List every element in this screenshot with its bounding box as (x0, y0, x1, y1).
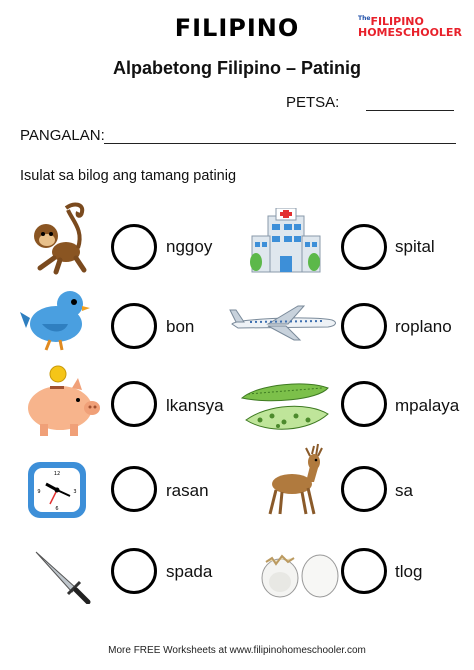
answer-circle[interactable] (111, 548, 157, 594)
deer-icon (262, 442, 332, 516)
instruction-text: Isulat sa bilog ang tamang patinig (20, 168, 237, 184)
word-stem: rasan (166, 481, 209, 500)
logo-line-2: HOMESCHOOLER (358, 26, 462, 39)
answer-circle[interactable] (111, 224, 157, 270)
word-stem: roplano (395, 317, 452, 336)
sword-icon (32, 548, 92, 604)
bitter-gourd-icon (238, 380, 332, 436)
date-field-line[interactable] (366, 110, 454, 111)
word-stem: spada (166, 562, 213, 581)
svg-text:3: 3 (73, 489, 77, 495)
eggs-icon (258, 542, 342, 598)
word-stem: mpalaya (395, 396, 460, 415)
answer-circle[interactable] (341, 303, 387, 349)
answer-circle[interactable] (341, 548, 387, 594)
hospital-icon (248, 208, 322, 274)
word-stem: sa (395, 481, 413, 500)
word-stem: tlog (395, 562, 423, 581)
answer-circle[interactable] (341, 466, 387, 512)
airplane-icon (228, 302, 338, 342)
answer-circle[interactable] (111, 381, 157, 427)
word-stem: bon (166, 317, 195, 336)
logo-small-text: The (358, 15, 371, 22)
name-field-line[interactable] (104, 143, 456, 144)
svg-text:9: 9 (37, 489, 41, 495)
answer-circle[interactable] (341, 381, 387, 427)
answer-circle[interactable] (111, 466, 157, 512)
site-logo (358, 16, 470, 38)
piggy-bank-icon (20, 364, 102, 438)
logo-line-1: FILIPINO (370, 15, 424, 28)
worksheet-title: FILIPINO (174, 14, 300, 42)
word-stem: nggoy (166, 237, 213, 256)
word-stem: lkansya (166, 396, 224, 415)
worksheet-subtitle: Alpabetong Filipino – Patinig (113, 58, 361, 78)
answer-circle[interactable] (341, 224, 387, 270)
monkey-icon (26, 200, 90, 276)
name-label: PANGALAN: (20, 127, 105, 144)
bird-icon (20, 288, 90, 356)
date-label: PETSA: (286, 94, 340, 111)
svg-text:12: 12 (53, 471, 61, 477)
word-stem: spital (395, 237, 435, 256)
clock-icon (26, 460, 90, 522)
answer-circle[interactable] (111, 303, 157, 349)
footer-text: More FREE Worksheets at www.filipinohomeschooler.com (108, 645, 366, 656)
svg-text:6: 6 (55, 506, 59, 512)
